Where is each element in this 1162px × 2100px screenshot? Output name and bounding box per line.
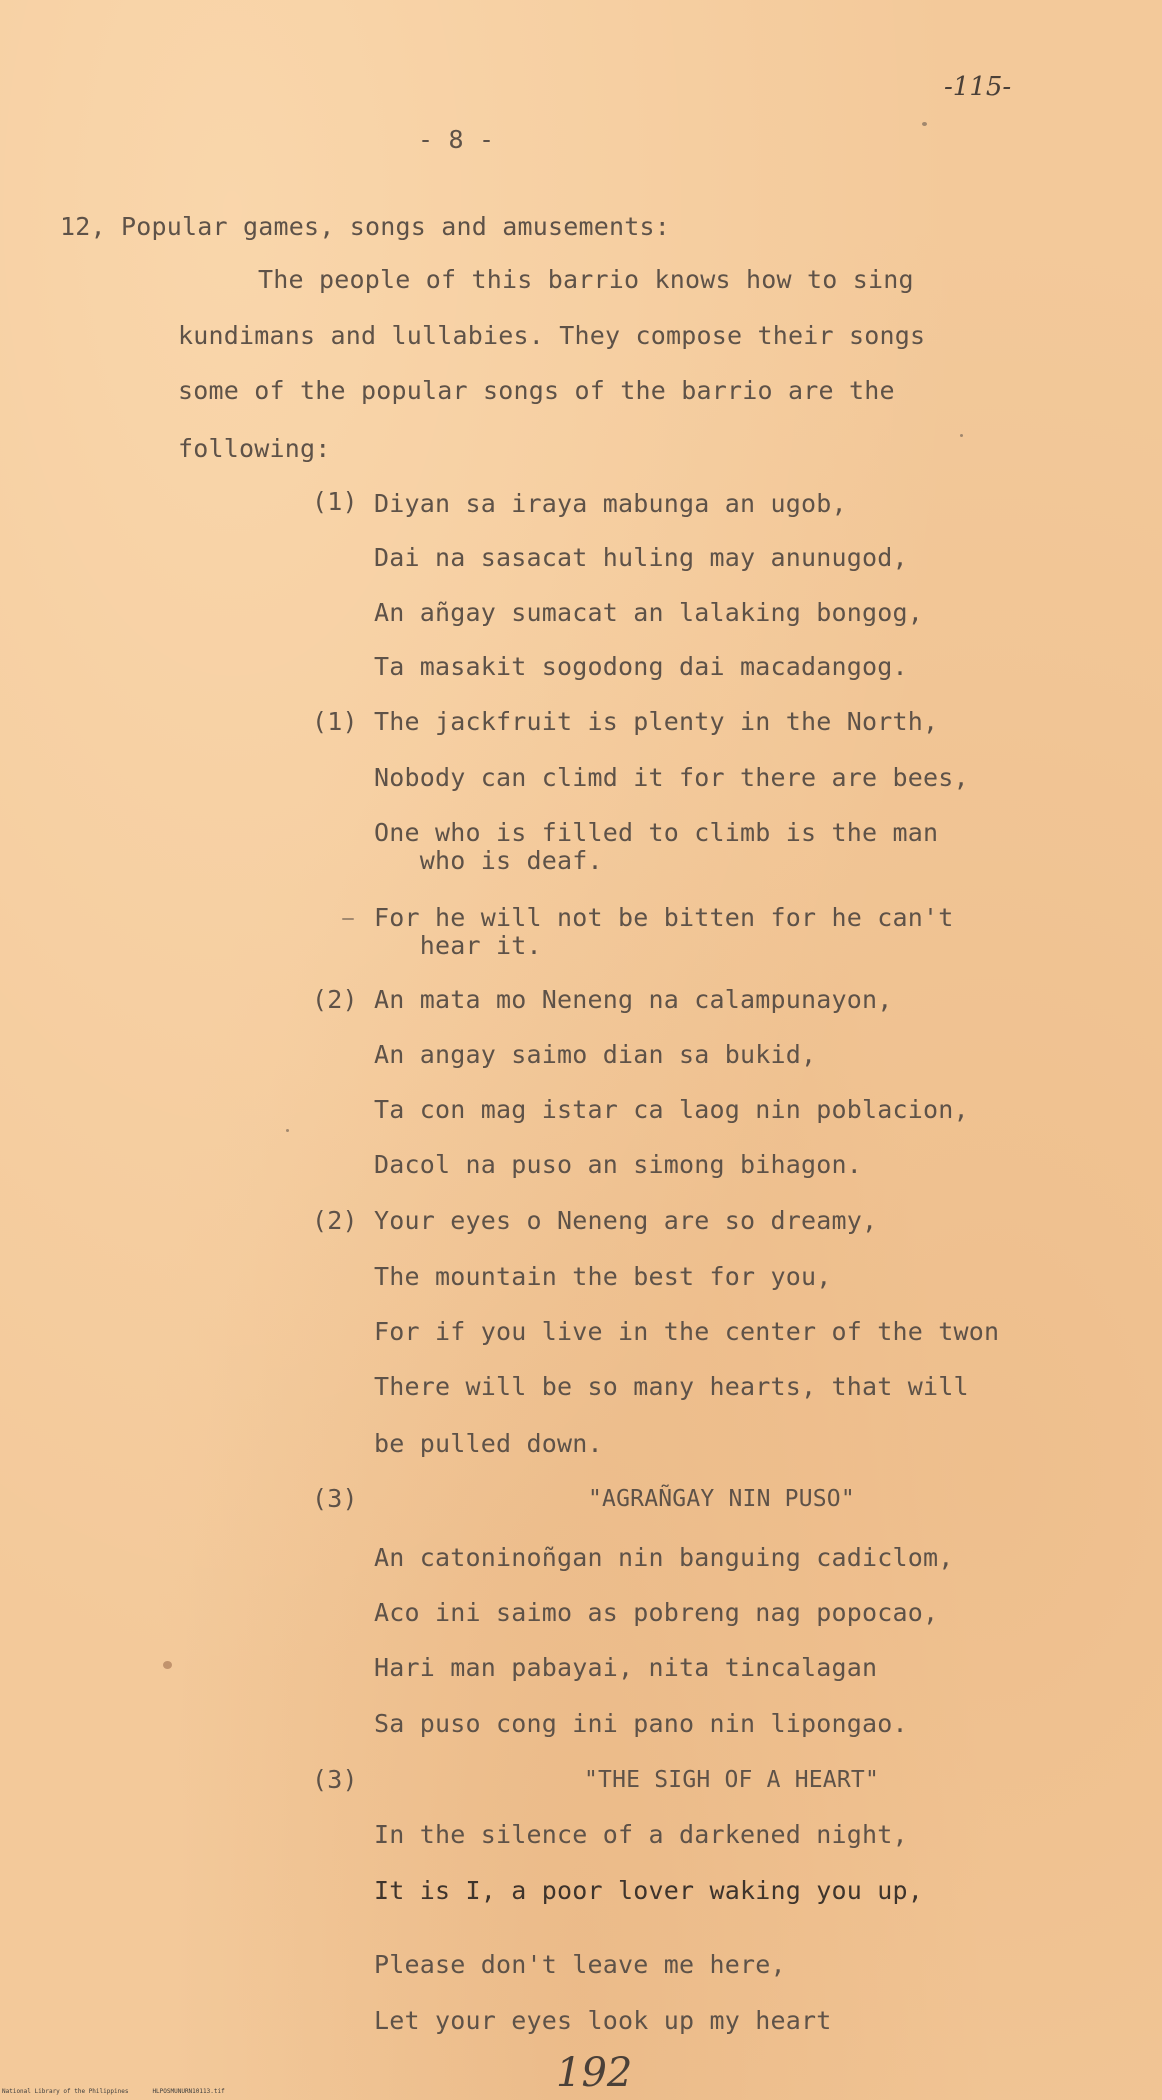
song-line: The jackfruit is plenty in the North,	[374, 707, 939, 736]
song-line: An mata mo Neneng na calampunayon,	[374, 985, 893, 1014]
ink-speck	[163, 1661, 172, 1669]
song-line: Let your eyes look up my heart	[374, 2006, 832, 2035]
song-number: (1)	[312, 707, 358, 736]
song-line: who is deaf.	[374, 846, 603, 875]
song-number: (3)	[312, 1484, 358, 1513]
song-line: be pulled down.	[374, 1429, 603, 1458]
ink-speck	[342, 918, 354, 920]
intro-line: The people of this barrio knows how to sing	[258, 265, 914, 294]
song-line: Diyan sa iraya mabunga an ugob,	[374, 489, 847, 518]
handwritten-page-number: 192	[556, 2050, 633, 2096]
song-line: An catoninoñgan nin banguing cadiclom,	[374, 1543, 954, 1572]
song-title: "AGRAÑGAY NIN PUSO"	[588, 1486, 855, 1512]
song-line: For he will not be bitten for he can't	[374, 903, 954, 932]
ink-speck	[922, 122, 927, 126]
song-number: (2)	[312, 985, 358, 1014]
song-line: Sa puso cong ini pano nin lipongao.	[374, 1709, 908, 1738]
scan-footer	[2, 2088, 249, 2096]
song-line: There will be so many hearts, that will	[374, 1372, 969, 1401]
ink-speck	[960, 434, 963, 437]
song-line: It is I, a poor lover waking you up,	[374, 1876, 924, 1905]
ink-speck	[286, 1129, 289, 1132]
folio-number: -115-	[944, 72, 1012, 102]
song-line: The mountain the best for you,	[374, 1262, 832, 1291]
song-line: For if you live in the center of the twon	[374, 1317, 1000, 1346]
song-title: "THE SIGH OF A HEART"	[584, 1767, 879, 1793]
song-line: In the silence of a darkened night,	[374, 1820, 908, 1849]
song-line: One who is filled to climb is the man	[374, 818, 939, 847]
footer-file: HLPOSMUNURN10113.tif	[152, 2088, 225, 2095]
song-number: (2)	[312, 1206, 358, 1235]
section-heading: 12, Popular games, songs and amusements:	[60, 212, 671, 241]
song-line: Dacol na puso an simong bihagon.	[374, 1150, 863, 1179]
song-line: Please don't leave me here,	[374, 1950, 786, 1979]
song-line: Hari man pabayai, nita tincalagan	[374, 1653, 878, 1682]
song-line: An añgay sumacat an lalaking bongog,	[374, 598, 924, 627]
song-line: Ta masakit sogodong dai macadangog.	[374, 652, 908, 681]
song-line: Your eyes o Neneng are so dreamy,	[374, 1206, 878, 1235]
footer-institution: National Library of the Philippines	[2, 2088, 129, 2095]
intro-line: following:	[178, 434, 331, 463]
intro-line: some of the popular songs of the barrio are the	[178, 376, 895, 405]
song-line: Aco ini saimo as pobreng nag popocao,	[374, 1598, 939, 1627]
song-line: Ta con mag istar ca laog nin poblacion,	[374, 1095, 969, 1124]
song-line: hear it.	[374, 931, 542, 960]
page-number: - 8 -	[418, 125, 495, 154]
song-line: An angay saimo dian sa bukid,	[374, 1040, 817, 1069]
song-number: (3)	[312, 1765, 358, 1794]
intro-line: kundimans and lullabies. They compose their songs	[178, 321, 926, 350]
song-line: Nobody can climd it for there are bees,	[374, 763, 969, 792]
song-number: (1)	[312, 487, 358, 516]
song-line: Dai na sasacat huling may anunugod,	[374, 543, 908, 572]
